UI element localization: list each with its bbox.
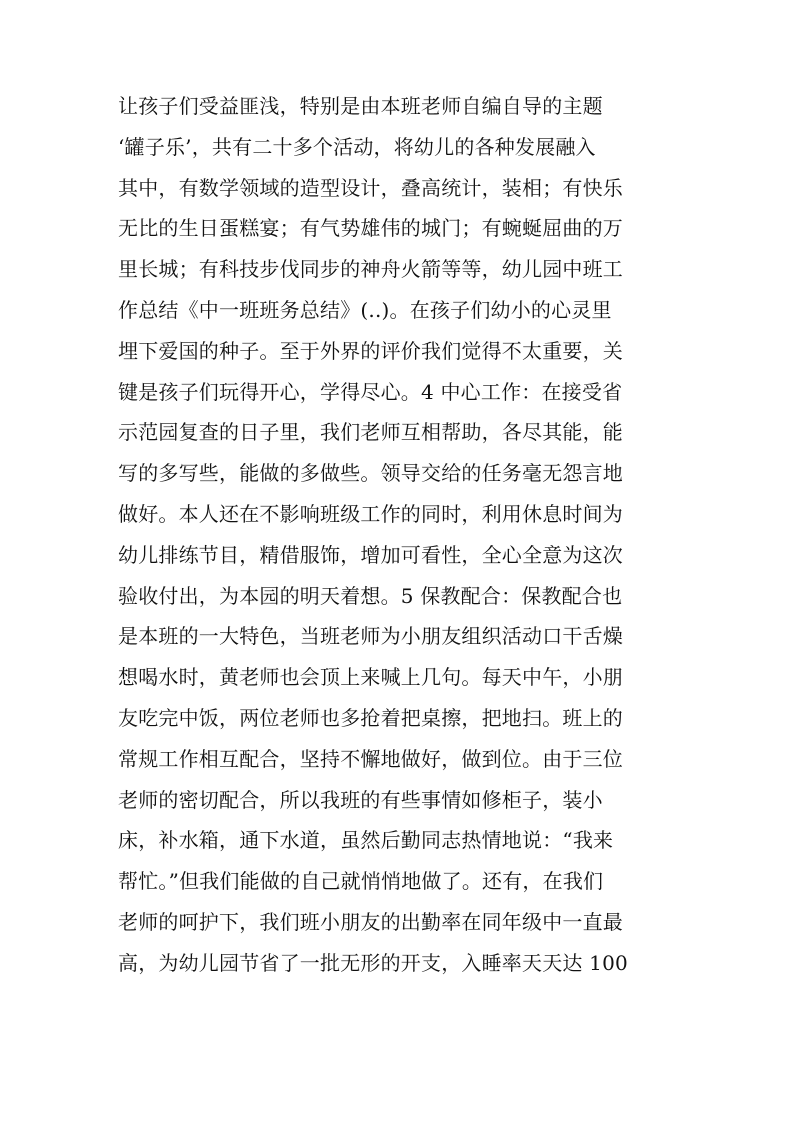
text-line: 老师的呵护下，我们班小朋友的出勤率在同年级中一直最: [118, 909, 623, 934]
text-line: 键是孩子们玩得开心，学得尽心。4 中心工作：在接受省: [118, 379, 623, 404]
text-line: 让孩子们受益匪浅，特别是由本班老师自编自导的主题: [118, 94, 603, 118]
document-body: [118, 86, 678, 984]
text-line: 友吃完中饭，两位老师也多抢着把桌擦，把地扫。班上的: [118, 705, 623, 730]
text-line: 想喝水时，黄老师也会顶上来喊上几句。每天中午，小朋: [118, 665, 623, 690]
text-line: 作总结《中一班班务总结》(..)。在孩子们幼小的心灵里: [118, 297, 612, 322]
text-line: 示范园复查的日子里，我们老师互相帮助，各尽其能，能: [118, 420, 623, 445]
text-line: 高，为幼儿园节省了一批无形的开支，入睡率天天达 100: [118, 950, 628, 975]
text-line: 里长城；有科技步伐同步的神舟火箭等等，幼儿园中班工: [118, 257, 623, 282]
text-line: ‘罐子乐’，共有二十多个活动，将幼儿的各种发展融入: [118, 134, 596, 159]
text-line: 老师的密切配合，所以我班的有些事情如修柜子，装小: [118, 787, 603, 812]
text-line: 帮忙。”但我们能做的自己就悄悄地做了。还有，在我们: [118, 869, 604, 894]
text-line: 其中，有数学领域的造型设计，叠高统计，装相；有快乐: [118, 175, 623, 200]
text-line: 做好。本人还在不影响班级工作的同时，利用休息时间为: [118, 501, 623, 526]
text-line: 无比的生日蛋糕宴；有气势雄伟的城门；有蜿蜒屈曲的万: [118, 216, 623, 241]
text-line: 写的多写些，能做的多做些。领导交给的任务毫无怨言地: [118, 461, 623, 486]
text-line: 埋下爱国的种子。至于外界的评价我们觉得不太重要，关: [118, 338, 623, 363]
text-line: 验收付出，为本园的明天着想。5 保教配合：保教配合也: [118, 583, 623, 608]
text-line: 是本班的一大特色，当班老师为小朋友组织活动口干舌燥: [118, 624, 623, 649]
text-line: 幼儿排练节目，精借服饰，增加可看性，全心全意为这次: [118, 542, 623, 567]
text-line: 常规工作相互配合，坚持不懈地做好，做到位。由于三位: [118, 746, 623, 771]
text-line: 床，补水箱，通下水道，虽然后勤同志热情地说：“我来: [118, 828, 614, 853]
